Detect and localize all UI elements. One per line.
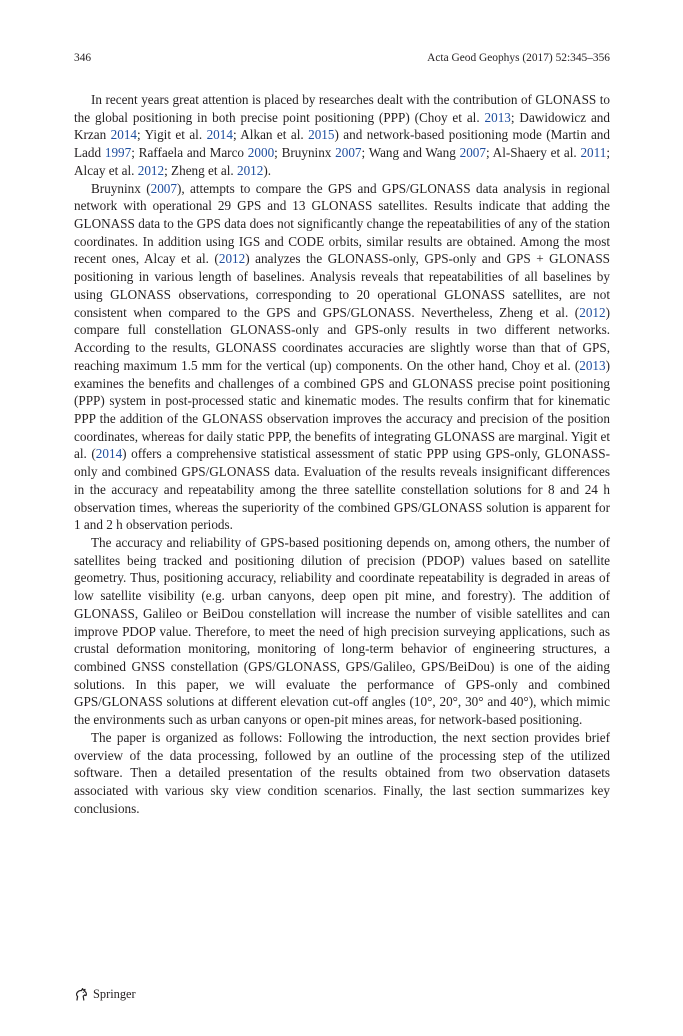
paragraph-text: ; Alkan et al. [232,127,309,143]
article-body [74,91,610,817]
citation-link[interactable]: 2012 [579,304,606,320]
citation-link[interactable]: 2012 [218,251,246,267]
citation-link[interactable]: 2013 [484,109,511,125]
paragraph-3 [74,534,610,729]
citation-link[interactable]: 2015 [308,127,335,143]
paragraph-text: ) offers a comprehensive statistical assessment of static PPP using GPS-only, GLONASS-only and combined GPS/GLONASS data. Evaluation of the results reveals insignificant differences in the accuracy and repeatability among the three satellite constellation solutions for 8 and 24 h observation times, whereas the superiority of the combined GPS/GLONASS solution is apparent for 1 and 2 h observation periods. [74,446,610,533]
paragraph-2 [74,180,610,534]
citation-link[interactable]: 2007 [335,145,362,161]
springer-horse-icon [74,987,89,1002]
paragraph-text: ) analyzes the GLONASS-only, GPS-only and GPS + GLONASS positioning in various length of baselines. Analysis reveals that repeatabilities of all baselines by using GLONASS observations, corresponding to 20 operational GLONASS satellites, are not consistent when compared to the GPS and GPS/GLONASS. Nevertheless, Zheng et al. ( [74,251,610,320]
paragraph-text: ; Bruyninx [274,145,336,161]
paragraph-text: ; Al-Shaery et al. [485,145,581,161]
paragraph-text: ; Alcay et al. [74,145,611,178]
citation-link[interactable]: 2012 [236,162,264,178]
citation-link[interactable]: 2013 [579,357,606,373]
paragraph-text: ). [263,162,272,178]
citation-link[interactable]: 2014 [95,446,123,462]
paragraph-text: ; Dawidowicz and Krzan [74,109,610,143]
paragraph-text: ), attempts to compare the GPS and GPS/GLONASS data analysis in regional network with operational 29 GPS and 13 GLONASS satellites. Results indicate that adding the GLONASS data to the GPS data does not significantly change the repeatabilities of any of the station coordinates. In addition using IGS and CODE orbits, similar results are obtained. Among the most recent ones, Alcay et al. ( [74,180,610,267]
paragraph-text: ) and network-based positioning mode (Martin and Ladd [74,127,610,161]
paragraph-text: ; Wang and Wang [361,145,460,161]
publisher-footer [74,986,136,1002]
paragraph-text: The paper is organized as follows: Following the introduction, the next section provides brief overview of the data processing, followed by an outline of the processing step of the utilized software. Then a detailed presentation of the results obtained from two observation datasets associated with various sky view condition scenarios. Finally, the last section summarizes key conclusions. [74,729,610,816]
paragraph-text: Bruyninx ( [91,180,151,196]
paragraph-text: ) compare full constellation GLONASS-only and GPS-only results in two different networks. According to the results, GLONASS coordinates accuracies are slightly worse than that of GPS, reaching maximum 1.5 mm for the vertical (up) components. On the other hand, Choy et al. ( [74,304,610,373]
citation-link[interactable]: 2007 [459,145,486,161]
paragraph-4 [74,729,610,818]
paragraph-text: ; Yigit et al. [137,127,207,143]
paragraph-text: ; Zheng et al. [164,162,237,178]
journal-citation: Acta Geod Geophys (2017) 52:345–356 [427,52,610,64]
paragraph-text: ; Raffaela and Marco [131,145,248,161]
page-number: 346 [74,52,92,64]
citation-link[interactable]: 2007 [150,180,177,196]
paragraph-text: ) examines the benefits and challenges of a combined GPS and GLONASS precise point positioning (PPP) system in post-processed static and kinematic modes. The results confirm that for kinematic PPP the addition of the GLONASS observation improves the accuracy and precision of the position coordinates, whereas for daily static PPP, the benefits of integrating GLONASS are marginal. Yigit et al. ( [74,357,610,462]
publisher-name: Springer [93,987,136,1001]
citation-link[interactable]: 2011 [580,145,607,161]
citation-link[interactable]: 2014 [110,127,138,143]
citation-link[interactable]: 2000 [247,145,275,161]
paragraph-text: In recent years great attention is placed by researches dealt with the contribution of GLONASS to the global positioning in both precise point positioning (PPP) (Choy et al. [74,92,610,125]
running-header [74,50,610,66]
citation-link[interactable]: 1997 [104,145,132,161]
citation-link[interactable]: 2014 [206,127,233,143]
paragraph-1 [74,91,610,180]
paragraph-text: The accuracy and reliability of GPS-based positioning depends on, among others, the number of satellites being tracked and positioning dilution of precision (PDOP) values based on satellite geometry. Thus, positioning accuracy, reliability and coordinate repeatability is degraded in areas of low satellite visibility (e.g. urban canyons, deep open pit mine, and forestry). The addition of GLONASS, Galileo or BeiDou constellation will increase the number of visible satellites and can improve PDOP value. Therefore, to meet the need of high precision surveying applications, such as crustal deformation monitoring, monitoring of long-term behavior of engineering structures, a combined GNSS constellation (GPS/GLONASS, GPS/Galileo, GPS/BeiDou) is one of the aiding solutions. In this paper, we will evaluate the performance of GPS-only and combined GPS/GLONASS solutions at different elevation cut-off angles (10°, 20°, 30° and 40°), which mimic the environments such as urban canyons or open-pit mines areas, for network-based positioning. [74,534,610,728]
citation-link[interactable]: 2012 [137,162,165,178]
